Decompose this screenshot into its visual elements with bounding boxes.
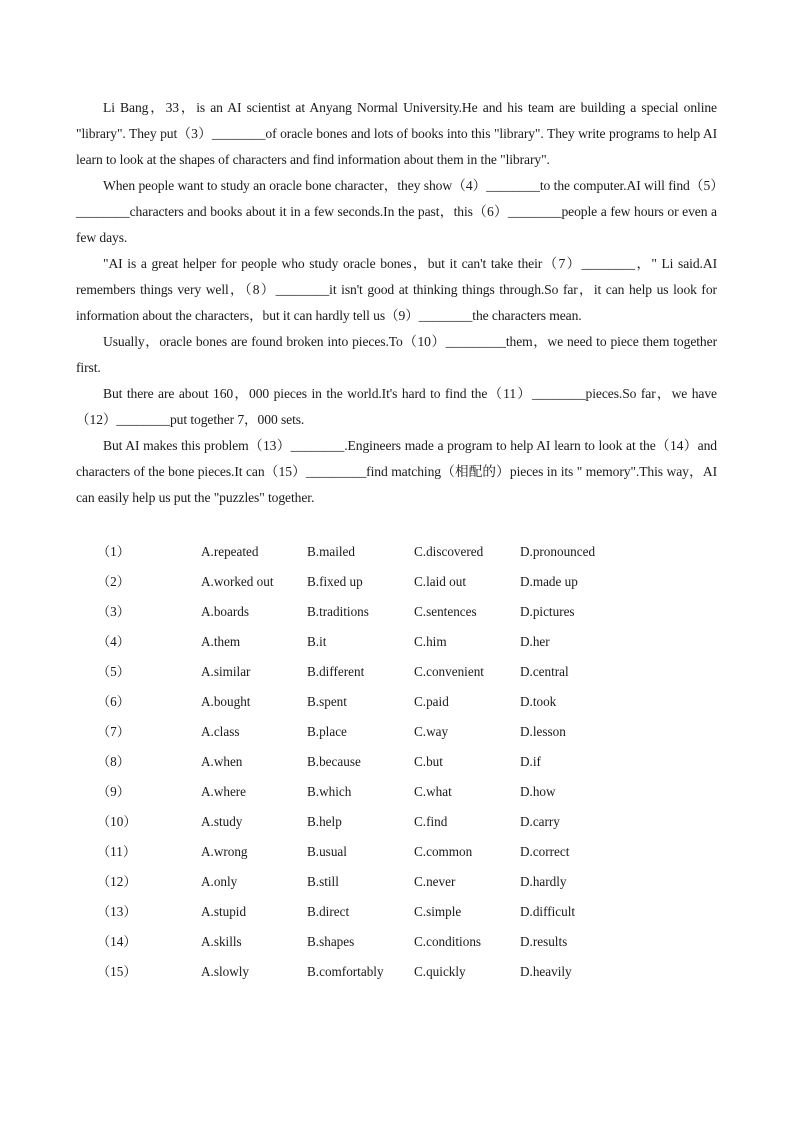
option-a: A.when [201,754,243,769]
question-option-row [0,749,794,779]
option-d: D.results [520,934,568,949]
option-a: A.similar [201,664,251,679]
option-a: A.class [201,724,240,739]
option-b: B.fixed up [307,574,363,589]
question-option-row [0,959,794,989]
option-b: B.place [307,724,347,739]
option-d: D.if [520,754,541,769]
option-c: C.paid [414,694,449,709]
question-option-row [0,689,794,719]
option-d: D.how [520,784,556,799]
question-number: （11） [97,844,137,859]
question-number: （2） [97,574,130,589]
question-number: （10） [97,814,137,829]
question-option-row [0,839,794,869]
question-number: （6） [97,694,130,709]
option-d: D.made up [520,574,578,589]
question-option-row [0,599,794,629]
question-option-row [0,809,794,839]
option-b: B.comfortably [307,964,384,979]
question-option-row [0,629,794,659]
option-c: C.but [414,754,443,769]
option-d: D.difficult [520,904,576,919]
option-c: C.simple [414,904,462,919]
option-c: C.quickly [414,964,466,979]
option-a: A.boards [201,604,249,619]
option-d: D.took [520,694,557,709]
option-d: D.heavily [520,964,572,979]
question-number: （14） [97,934,137,949]
question-number: （3） [97,604,130,619]
option-d: D.pictures [520,604,575,619]
option-b: B.direct [307,904,350,919]
option-d: D.correct [520,844,570,859]
option-c: C.laid out [414,574,467,589]
question-number: （12） [97,874,137,889]
option-b: B.shapes [307,934,355,949]
option-b: B.usual [307,844,347,859]
option-c: C.way [414,724,449,739]
question-number: （5） [97,664,130,679]
option-d: D.pronounced [520,544,596,559]
question-option-row [0,869,794,899]
question-number: （7） [97,724,130,739]
option-d: D.carry [520,814,560,829]
option-c: C.discovered [414,544,484,559]
option-a: A.study [201,814,243,829]
question-option-row [0,899,794,929]
question-number: （1） [97,544,130,559]
passage-paragraph-2: When people want to study an oracle bone character，they show（4）________to the computer.AI will find（5）________characters and books about it in a few seconds.In the past，this（6）________people a few hours or even a few days. [76,178,717,245]
option-d: D.lesson [520,724,566,739]
option-a: A.stupid [201,904,247,919]
question-number: （9） [97,784,130,799]
passage-paragraph-5: But there are about 160，000 pieces in the world.It's hard to find the（11）________pieces.So far，we have（12）________put together 7，000 sets. [76,386,717,427]
option-c: C.convenient [414,664,484,679]
question-number: （4） [97,634,130,649]
passage-paragraph-1: Li Bang，33，is an AI scientist at Anyang Normal University.He and his team are building a special online "library". They put（3）________of oracle bones and lots of books into this "library". They write programs to help AI learn to look at the shapes of characters and find information about them in the "library". [76,100,717,167]
question-option-row [0,539,794,569]
option-a: A.them [201,634,241,649]
question-number: （15） [97,964,137,979]
option-a: A.only [201,874,238,889]
option-c: C.find [414,814,448,829]
reading-passage [76,95,717,511]
question-option-row [0,719,794,749]
question-number: （8） [97,754,130,769]
passage-paragraph-6: But AI makes this problem（13）________.Engineers made a program to help AI learn to look at the（14）and characters of the bone pieces.It can（15）_________find matching（相配的）pieces in its " memory".This way，AI can easily help us put the "puzzles" together. [76,438,717,505]
option-a: A.bought [201,694,251,709]
answer-options-list [0,539,794,989]
option-d: D.central [520,664,569,679]
option-a: A.where [201,784,247,799]
passage-paragraph-4: Usually，oracle bones are found broken into pieces.To（10）_________them，we need to piece them together first. [76,334,717,375]
option-b: B.because [307,754,361,769]
option-b: B.help [307,814,342,829]
option-b: B.spent [307,694,347,709]
option-b: B.it [307,634,327,649]
option-c: C.sentences [414,604,477,619]
option-b: B.which [307,784,352,799]
passage-paragraph-3: "AI is a great helper for people who study oracle bones，but it can't take their（7）________，" Li said.AI remembers things very well，（8）________it isn't good at thinking things through.So far，it can help us look for information about the characters，but it can hardly tell us（9）________the characters mean. [76,256,717,323]
question-option-row [0,659,794,689]
option-a: A.skills [201,934,242,949]
option-c: C.conditions [414,934,482,949]
option-d: D.hardly [520,874,567,889]
question-option-row [0,779,794,809]
question-option-row [0,569,794,599]
option-c: C.common [414,844,473,859]
question-option-row [0,929,794,959]
option-d: D.her [520,634,550,649]
option-b: B.different [307,664,365,679]
option-b: B.mailed [307,544,355,559]
option-c: C.what [414,784,452,799]
option-a: A.repeated [201,544,259,559]
option-c: C.never [414,874,456,889]
option-a: A.worked out [201,574,274,589]
option-a: A.wrong [201,844,248,859]
option-c: C.him [414,634,447,649]
question-number: （13） [97,904,137,919]
option-a: A.slowly [201,964,249,979]
option-b: B.traditions [307,604,369,619]
option-b: B.still [307,874,339,889]
